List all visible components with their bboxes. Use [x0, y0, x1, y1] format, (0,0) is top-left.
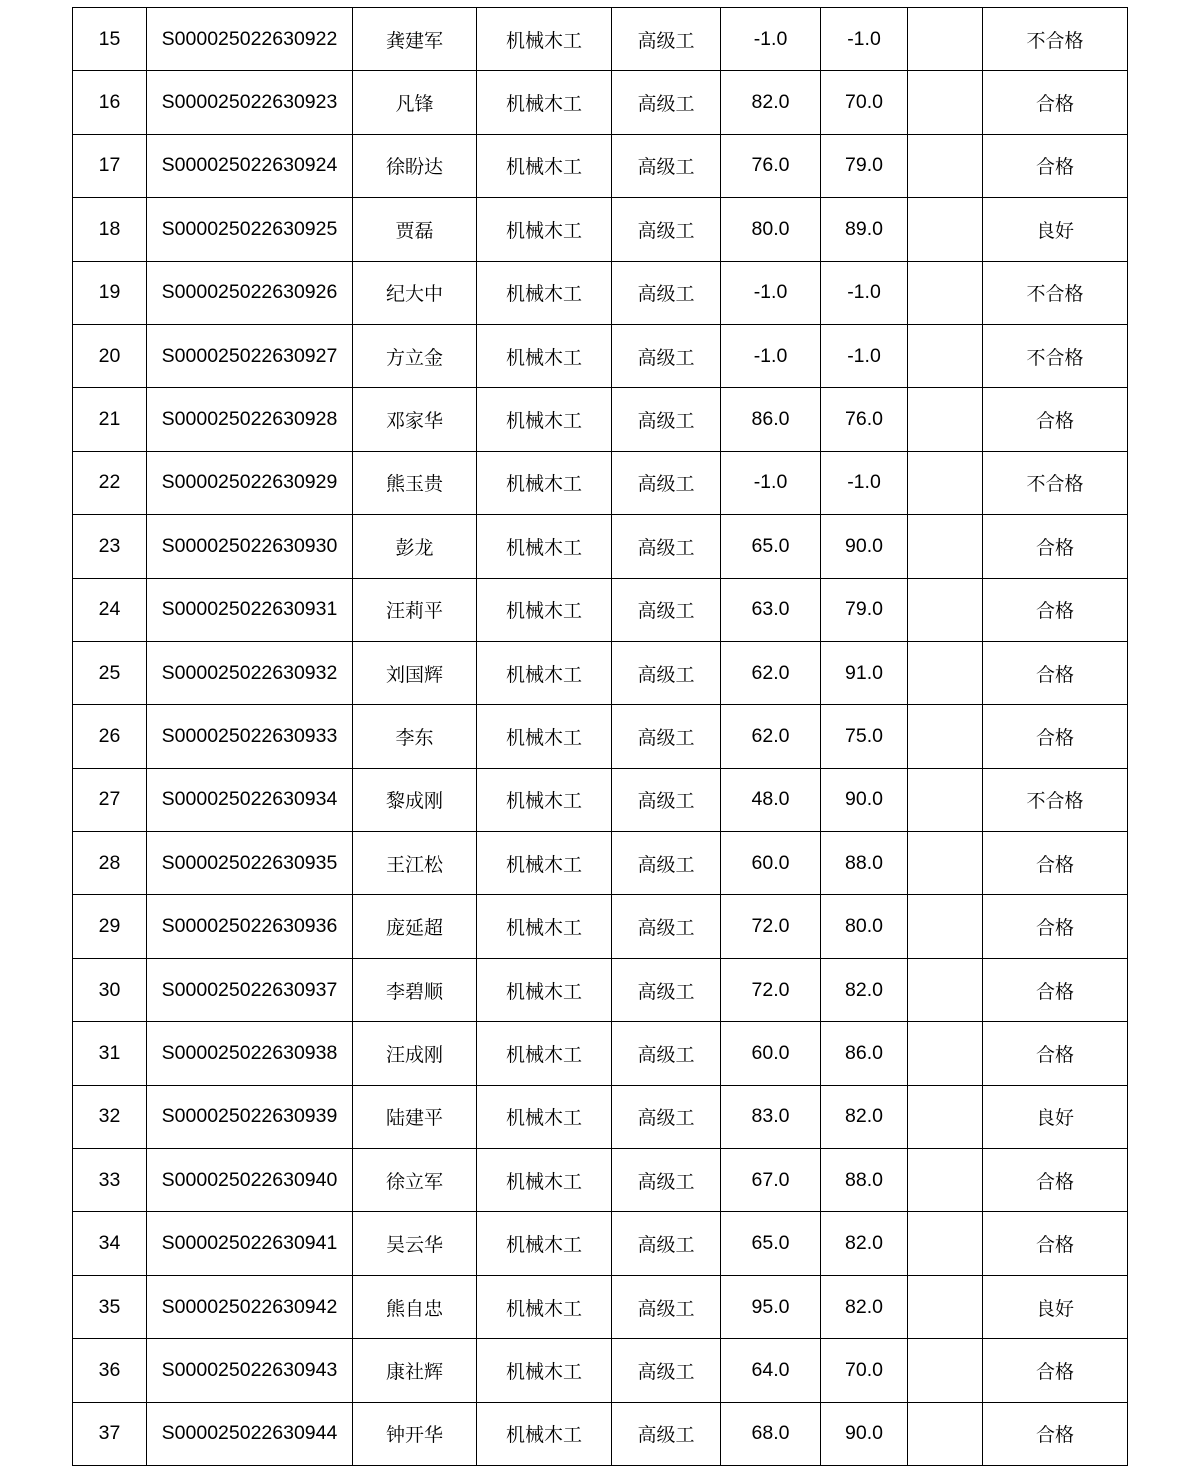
row-number-cell: 37 [73, 1402, 147, 1465]
candidate-id-cell: S000025022630929 [147, 451, 353, 514]
row-number-cell: 19 [73, 261, 147, 324]
remark-cell [908, 451, 983, 514]
result-cell: 合格 [983, 1339, 1128, 1402]
candidate-id-cell: S000025022630937 [147, 958, 353, 1021]
remark-cell [908, 324, 983, 387]
trade-cell: 机械木工 [477, 1402, 612, 1465]
theory-score-cell: 65.0 [721, 1212, 821, 1275]
skill-score-cell: 91.0 [821, 641, 908, 704]
skill-score-cell: -1.0 [821, 324, 908, 387]
candidate-id-cell: S000025022630922 [147, 8, 353, 71]
result-cell: 不合格 [983, 768, 1128, 831]
result-cell: 不合格 [983, 324, 1128, 387]
trade-cell: 机械木工 [477, 1275, 612, 1338]
candidate-id-cell: S000025022630941 [147, 1212, 353, 1275]
level-cell: 高级工 [612, 1275, 721, 1338]
results-table-body [73, 8, 1128, 1466]
theory-score-cell: -1.0 [721, 451, 821, 514]
trade-cell: 机械木工 [477, 1339, 612, 1402]
candidate-id-cell: S000025022630943 [147, 1339, 353, 1402]
result-cell: 合格 [983, 1402, 1128, 1465]
remark-cell [908, 1085, 983, 1148]
skill-score-cell: 75.0 [821, 705, 908, 768]
result-cell: 良好 [983, 1275, 1128, 1338]
result-cell: 合格 [983, 832, 1128, 895]
row-number-cell: 36 [73, 1339, 147, 1402]
level-cell: 高级工 [612, 8, 721, 71]
row-number-cell: 28 [73, 832, 147, 895]
theory-score-cell: 64.0 [721, 1339, 821, 1402]
level-cell: 高级工 [612, 1085, 721, 1148]
theory-score-cell: -1.0 [721, 8, 821, 71]
remark-cell [908, 388, 983, 451]
row-number-cell: 22 [73, 451, 147, 514]
result-cell: 合格 [983, 895, 1128, 958]
candidate-name-cell: 吴云华 [353, 1212, 477, 1275]
remark-cell [908, 768, 983, 831]
theory-score-cell: 83.0 [721, 1085, 821, 1148]
row-number-cell: 31 [73, 1022, 147, 1085]
trade-cell: 机械木工 [477, 1085, 612, 1148]
candidate-name-cell: 龚建军 [353, 8, 477, 71]
level-cell: 高级工 [612, 134, 721, 197]
level-cell: 高级工 [612, 641, 721, 704]
table-row [73, 895, 1128, 958]
row-number-cell: 16 [73, 71, 147, 134]
remark-cell [908, 261, 983, 324]
candidate-name-cell: 陆建平 [353, 1085, 477, 1148]
row-number-cell: 30 [73, 958, 147, 1021]
theory-score-cell: 80.0 [721, 198, 821, 261]
row-number-cell: 23 [73, 515, 147, 578]
theory-score-cell: 68.0 [721, 1402, 821, 1465]
trade-cell: 机械木工 [477, 451, 612, 514]
candidate-name-cell: 汪莉平 [353, 578, 477, 641]
remark-cell [908, 198, 983, 261]
skill-score-cell: 70.0 [821, 71, 908, 134]
result-cell: 合格 [983, 134, 1128, 197]
level-cell: 高级工 [612, 832, 721, 895]
trade-cell: 机械木工 [477, 8, 612, 71]
row-number-cell: 33 [73, 1149, 147, 1212]
table-row [73, 515, 1128, 578]
table-row [73, 1022, 1128, 1085]
skill-score-cell: 82.0 [821, 958, 908, 1021]
table-row [73, 1402, 1128, 1465]
level-cell: 高级工 [612, 451, 721, 514]
table-row [73, 1275, 1128, 1338]
row-number-cell: 25 [73, 641, 147, 704]
row-number-cell: 15 [73, 8, 147, 71]
remark-cell [908, 71, 983, 134]
row-number-cell: 29 [73, 895, 147, 958]
trade-cell: 机械木工 [477, 958, 612, 1021]
level-cell: 高级工 [612, 261, 721, 324]
trade-cell: 机械木工 [477, 895, 612, 958]
skill-score-cell: -1.0 [821, 8, 908, 71]
level-cell: 高级工 [612, 71, 721, 134]
row-number-cell: 32 [73, 1085, 147, 1148]
candidate-id-cell: S000025022630940 [147, 1149, 353, 1212]
row-number-cell: 26 [73, 705, 147, 768]
candidate-name-cell: 李碧顺 [353, 958, 477, 1021]
skill-score-cell: 80.0 [821, 895, 908, 958]
level-cell: 高级工 [612, 1022, 721, 1085]
theory-score-cell: 72.0 [721, 895, 821, 958]
candidate-name-cell: 王江松 [353, 832, 477, 895]
remark-cell [908, 832, 983, 895]
level-cell: 高级工 [612, 1402, 721, 1465]
table-row [73, 705, 1128, 768]
candidate-id-cell: S000025022630934 [147, 768, 353, 831]
level-cell: 高级工 [612, 388, 721, 451]
row-number-cell: 35 [73, 1275, 147, 1338]
table-row [73, 261, 1128, 324]
candidate-id-cell: S000025022630925 [147, 198, 353, 261]
row-number-cell: 21 [73, 388, 147, 451]
candidate-id-cell: S000025022630936 [147, 895, 353, 958]
trade-cell: 机械木工 [477, 705, 612, 768]
level-cell: 高级工 [612, 895, 721, 958]
remark-cell [908, 8, 983, 71]
table-row [73, 388, 1128, 451]
theory-score-cell: 76.0 [721, 134, 821, 197]
candidate-id-cell: S000025022630942 [147, 1275, 353, 1338]
row-number-cell: 17 [73, 134, 147, 197]
result-cell: 不合格 [983, 451, 1128, 514]
skill-score-cell: 76.0 [821, 388, 908, 451]
level-cell: 高级工 [612, 705, 721, 768]
remark-cell [908, 1339, 983, 1402]
candidate-id-cell: S000025022630928 [147, 388, 353, 451]
row-number-cell: 18 [73, 198, 147, 261]
candidate-name-cell: 熊自忠 [353, 1275, 477, 1338]
skill-score-cell: 82.0 [821, 1085, 908, 1148]
remark-cell [908, 895, 983, 958]
theory-score-cell: 60.0 [721, 832, 821, 895]
skill-score-cell: 82.0 [821, 1212, 908, 1275]
theory-score-cell: 65.0 [721, 515, 821, 578]
theory-score-cell: -1.0 [721, 324, 821, 387]
candidate-name-cell: 汪成刚 [353, 1022, 477, 1085]
skill-score-cell: 79.0 [821, 134, 908, 197]
candidate-name-cell: 彭龙 [353, 515, 477, 578]
result-cell: 合格 [983, 71, 1128, 134]
candidate-id-cell: S000025022630935 [147, 832, 353, 895]
trade-cell: 机械木工 [477, 1212, 612, 1275]
table-row [73, 1085, 1128, 1148]
candidate-name-cell: 邓家华 [353, 388, 477, 451]
table-row [73, 958, 1128, 1021]
table-row [73, 1212, 1128, 1275]
theory-score-cell: 62.0 [721, 705, 821, 768]
skill-score-cell: 90.0 [821, 1402, 908, 1465]
theory-score-cell: 67.0 [721, 1149, 821, 1212]
level-cell: 高级工 [612, 958, 721, 1021]
table-row [73, 134, 1128, 197]
level-cell: 高级工 [612, 324, 721, 387]
candidate-id-cell: S000025022630930 [147, 515, 353, 578]
table-row [73, 71, 1128, 134]
trade-cell: 机械木工 [477, 578, 612, 641]
candidate-name-cell: 钟开华 [353, 1402, 477, 1465]
candidate-name-cell: 李东 [353, 705, 477, 768]
theory-score-cell: 72.0 [721, 958, 821, 1021]
candidate-name-cell: 庞延超 [353, 895, 477, 958]
table-row [73, 832, 1128, 895]
table-row [73, 1149, 1128, 1212]
remark-cell [908, 578, 983, 641]
candidate-name-cell: 黎成刚 [353, 768, 477, 831]
candidate-id-cell: S000025022630927 [147, 324, 353, 387]
trade-cell: 机械木工 [477, 832, 612, 895]
trade-cell: 机械木工 [477, 388, 612, 451]
trade-cell: 机械木工 [477, 261, 612, 324]
skill-score-cell: -1.0 [821, 451, 908, 514]
trade-cell: 机械木工 [477, 768, 612, 831]
candidate-id-cell: S000025022630923 [147, 71, 353, 134]
remark-cell [908, 1275, 983, 1338]
table-row [73, 198, 1128, 261]
trade-cell: 机械木工 [477, 641, 612, 704]
skill-score-cell: 79.0 [821, 578, 908, 641]
skill-score-cell: -1.0 [821, 261, 908, 324]
skill-score-cell: 86.0 [821, 1022, 908, 1085]
level-cell: 高级工 [612, 1212, 721, 1275]
candidate-name-cell: 熊玉贵 [353, 451, 477, 514]
candidate-id-cell: S000025022630933 [147, 705, 353, 768]
result-cell: 合格 [983, 641, 1128, 704]
candidate-name-cell: 徐盼达 [353, 134, 477, 197]
results-table [72, 7, 1128, 1466]
candidate-name-cell: 贾磊 [353, 198, 477, 261]
result-cell: 合格 [983, 515, 1128, 578]
candidate-name-cell: 方立金 [353, 324, 477, 387]
skill-score-cell: 90.0 [821, 768, 908, 831]
skill-score-cell: 90.0 [821, 515, 908, 578]
result-cell: 不合格 [983, 8, 1128, 71]
row-number-cell: 20 [73, 324, 147, 387]
candidate-name-cell: 凡锋 [353, 71, 477, 134]
trade-cell: 机械木工 [477, 1149, 612, 1212]
candidate-id-cell: S000025022630939 [147, 1085, 353, 1148]
trade-cell: 机械木工 [477, 134, 612, 197]
result-cell: 合格 [983, 1149, 1128, 1212]
candidate-id-cell: S000025022630938 [147, 1022, 353, 1085]
level-cell: 高级工 [612, 1149, 721, 1212]
remark-cell [908, 958, 983, 1021]
table-row [73, 578, 1128, 641]
skill-score-cell: 89.0 [821, 198, 908, 261]
table-row [73, 451, 1128, 514]
remark-cell [908, 134, 983, 197]
theory-score-cell: 48.0 [721, 768, 821, 831]
candidate-id-cell: S000025022630924 [147, 134, 353, 197]
candidate-name-cell: 徐立军 [353, 1149, 477, 1212]
theory-score-cell: 62.0 [721, 641, 821, 704]
result-cell: 合格 [983, 1212, 1128, 1275]
row-number-cell: 24 [73, 578, 147, 641]
table-row [73, 8, 1128, 71]
remark-cell [908, 1212, 983, 1275]
theory-score-cell: 95.0 [721, 1275, 821, 1338]
result-cell: 良好 [983, 198, 1128, 261]
table-row [73, 768, 1128, 831]
theory-score-cell: -1.0 [721, 261, 821, 324]
remark-cell [908, 1149, 983, 1212]
level-cell: 高级工 [612, 198, 721, 261]
skill-score-cell: 82.0 [821, 1275, 908, 1338]
result-cell: 合格 [983, 705, 1128, 768]
result-cell: 合格 [983, 1022, 1128, 1085]
remark-cell [908, 1022, 983, 1085]
result-cell: 不合格 [983, 261, 1128, 324]
level-cell: 高级工 [612, 578, 721, 641]
theory-score-cell: 63.0 [721, 578, 821, 641]
candidate-name-cell: 纪大中 [353, 261, 477, 324]
candidate-id-cell: S000025022630932 [147, 641, 353, 704]
trade-cell: 机械木工 [477, 324, 612, 387]
theory-score-cell: 82.0 [721, 71, 821, 134]
theory-score-cell: 60.0 [721, 1022, 821, 1085]
trade-cell: 机械木工 [477, 198, 612, 261]
level-cell: 高级工 [612, 768, 721, 831]
trade-cell: 机械木工 [477, 515, 612, 578]
level-cell: 高级工 [612, 1339, 721, 1402]
skill-score-cell: 88.0 [821, 1149, 908, 1212]
trade-cell: 机械木工 [477, 1022, 612, 1085]
remark-cell [908, 641, 983, 704]
candidate-id-cell: S000025022630944 [147, 1402, 353, 1465]
row-number-cell: 27 [73, 768, 147, 831]
table-row [73, 324, 1128, 387]
candidate-name-cell: 刘国辉 [353, 641, 477, 704]
candidate-id-cell: S000025022630931 [147, 578, 353, 641]
trade-cell: 机械木工 [477, 71, 612, 134]
result-cell: 合格 [983, 388, 1128, 451]
remark-cell [908, 1402, 983, 1465]
skill-score-cell: 70.0 [821, 1339, 908, 1402]
skill-score-cell: 88.0 [821, 832, 908, 895]
result-cell: 合格 [983, 958, 1128, 1021]
level-cell: 高级工 [612, 515, 721, 578]
row-number-cell: 34 [73, 1212, 147, 1275]
theory-score-cell: 86.0 [721, 388, 821, 451]
candidate-name-cell: 康社辉 [353, 1339, 477, 1402]
result-cell: 良好 [983, 1085, 1128, 1148]
candidate-id-cell: S000025022630926 [147, 261, 353, 324]
table-row [73, 1339, 1128, 1402]
table-row [73, 641, 1128, 704]
remark-cell [908, 515, 983, 578]
result-cell: 合格 [983, 578, 1128, 641]
remark-cell [908, 705, 983, 768]
